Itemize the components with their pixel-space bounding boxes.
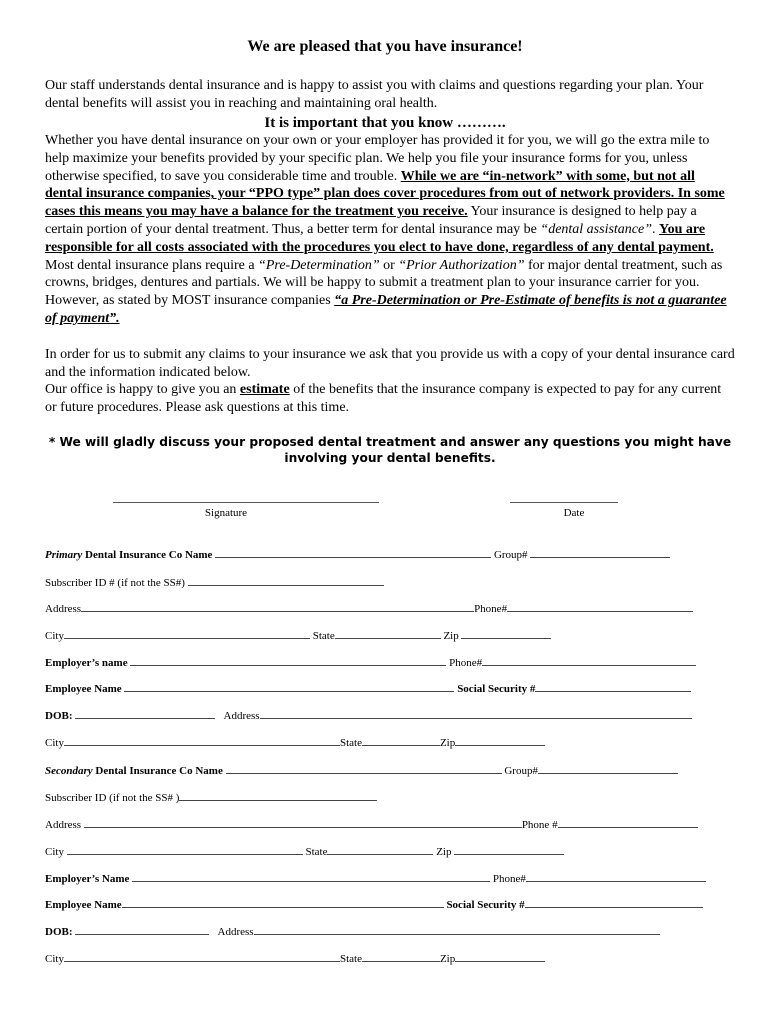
secondary-dob-label: DOB: bbox=[45, 926, 73, 938]
secondary-ssn-field[interactable] bbox=[525, 898, 703, 908]
secondary-state-field[interactable] bbox=[327, 845, 433, 855]
primary-city-row bbox=[45, 629, 551, 642]
primary-qualifier: Primary bbox=[45, 549, 83, 561]
secondary-zip-field[interactable] bbox=[454, 845, 564, 855]
secondary-employer-row bbox=[45, 872, 706, 885]
primary-employer-phone-label: Phone# bbox=[449, 657, 483, 669]
primary-ssn-field[interactable] bbox=[535, 682, 691, 692]
secondary-dob-address-field[interactable] bbox=[254, 925, 660, 935]
primary-employee-row bbox=[45, 682, 691, 695]
primary-address-row bbox=[45, 602, 693, 615]
secondary-state-label: State bbox=[305, 846, 328, 858]
primary-phone-field[interactable] bbox=[507, 602, 693, 612]
primary-employee-label: Employee Name bbox=[45, 683, 122, 695]
primary-subscriber-label: Subscriber ID # (if not the SS#) bbox=[45, 577, 185, 589]
text-span: Whether you have dental insurance on your own or your employer has provided it for you, we will go the extra mile to help maximize your benefits provided by your specific plan. We help you file your insurance forms for you, unless otherwise specified, to save you considerable time and trouble. bbox=[45, 133, 710, 184]
primary-company-field[interactable] bbox=[215, 548, 491, 558]
secondary-zip2-label: Zip bbox=[439, 953, 456, 965]
secondary-subscriber-row bbox=[45, 791, 377, 804]
primary-city-label: City bbox=[45, 630, 64, 642]
secondary-ssn-label: Social Security # bbox=[446, 899, 525, 911]
primary-subscriber-field[interactable] bbox=[188, 576, 384, 586]
secondary-zip-label: Zip bbox=[436, 846, 452, 858]
secondary-address-field[interactable] bbox=[84, 818, 522, 828]
discussion-note: * We will gladly discuss your proposed dental treatment and answer any questions you might have involving your dental benefits. bbox=[48, 435, 732, 465]
secondary-dob-field[interactable] bbox=[75, 925, 209, 935]
intro-paragraph: Our staff understands dental insurance and is happy to assist you with claims and questions regarding your plan. Your dental benefits will assist you in reaching and maintaining oral health. bbox=[45, 78, 704, 111]
primary-state2-label: State bbox=[339, 737, 362, 749]
primary-address-field[interactable] bbox=[81, 602, 474, 612]
primary-company-label: Dental Insurance Co Name bbox=[82, 549, 213, 561]
signature-line[interactable] bbox=[113, 502, 379, 503]
page-title: We are pleased that you have insurance! bbox=[247, 38, 523, 55]
primary-employer-label: Employer’s name bbox=[45, 657, 128, 669]
secondary-address-row bbox=[45, 818, 698, 831]
secondary-dob-row bbox=[45, 925, 660, 938]
secondary-employer-field[interactable] bbox=[132, 872, 490, 882]
dental-assistance-term: “dental assistance” bbox=[540, 221, 653, 237]
text-span: Most dental insurance plans require a bbox=[45, 257, 259, 273]
secondary-company-row bbox=[45, 764, 678, 777]
date-label: Date bbox=[563, 507, 585, 519]
primary-zip2-field[interactable] bbox=[455, 736, 545, 746]
paragraph-claims: In order for us to submit any claims to your insurance we ask that you provide us with a copy of your dental insurance card and the information indicated below. bbox=[45, 346, 735, 380]
primary-dob-address-field[interactable] bbox=[260, 709, 692, 719]
primary-group-field[interactable] bbox=[530, 548, 670, 558]
secondary-city2-label: City bbox=[45, 953, 64, 965]
secondary-subscriber-field[interactable] bbox=[179, 791, 377, 801]
secondary-address-label: Address bbox=[45, 819, 82, 831]
primary-employer-phone-field[interactable] bbox=[482, 656, 696, 666]
secondary-subscriber-label: Subscriber ID (if not the SS# ) bbox=[45, 792, 180, 804]
text-span: of the benefits that the insurance company is expected to pay for any current or future procedures. Please ask questions at this time. bbox=[45, 382, 722, 416]
primary-city2-field[interactable] bbox=[64, 736, 340, 746]
guarantee-disclaimer: “a Pre-Determination or Pre-Estimate of benefits is not a guarantee of payment”. bbox=[45, 293, 727, 326]
primary-state-label: State bbox=[312, 630, 335, 642]
paragraph-predetermination bbox=[45, 257, 735, 328]
primary-dob-address-label: Address bbox=[223, 710, 260, 722]
primary-zip2-label: Zip bbox=[439, 737, 456, 749]
primary-zip-field[interactable] bbox=[461, 629, 551, 639]
primary-dob-row bbox=[45, 709, 692, 722]
primary-city-field[interactable] bbox=[64, 629, 310, 639]
primary-dob-field[interactable] bbox=[75, 709, 215, 719]
secondary-city2-field[interactable] bbox=[64, 952, 340, 962]
secondary-dob-address-label: Address bbox=[217, 926, 254, 938]
secondary-zip2-field[interactable] bbox=[455, 952, 545, 962]
text-span: or bbox=[379, 257, 399, 273]
primary-ssn-label: Social Security # bbox=[457, 683, 536, 695]
secondary-employee-field[interactable] bbox=[122, 898, 444, 908]
estimate-term: estimate bbox=[239, 382, 290, 398]
pre-determination-term: “Pre-Determination” bbox=[258, 257, 380, 273]
paragraph-benefits bbox=[45, 132, 735, 257]
secondary-group-field[interactable] bbox=[538, 764, 678, 774]
primary-city2-row bbox=[45, 736, 545, 749]
text-span: for major dental treatment, such as crowns, bridges, dentures and partials. We will be happy to submit a treatment plan to your insurance carrier for you. However, as stated by MOST insurance companies bbox=[45, 257, 723, 309]
primary-dob-label: DOB: bbox=[45, 710, 73, 722]
primary-address-label: Address bbox=[45, 603, 82, 615]
secondary-phone-field[interactable] bbox=[558, 818, 698, 828]
secondary-phone-label: Phone # bbox=[521, 819, 558, 831]
primary-company-row bbox=[45, 548, 670, 561]
text-span: . bbox=[652, 221, 660, 237]
secondary-state2-field[interactable] bbox=[362, 952, 440, 962]
secondary-qualifier: Secondary bbox=[45, 765, 93, 777]
in-network-notice: While we are “in-network” with some, but not all dental insurance companies, your “PPO type” plan does cover procedures from out of network providers. In some cases this means you may have a balance for the treatment you receive. bbox=[45, 168, 725, 220]
secondary-employer-label: Employer’s Name bbox=[45, 873, 130, 885]
secondary-company-label: Dental Insurance Co Name bbox=[92, 765, 223, 777]
secondary-group-label: Group# bbox=[504, 765, 538, 777]
text-span: Our office is happy to give you an bbox=[45, 382, 240, 398]
primary-city2-label: City bbox=[45, 737, 64, 749]
primary-employer-field[interactable] bbox=[130, 656, 446, 666]
secondary-city2-row bbox=[45, 952, 545, 965]
paragraph-estimate bbox=[45, 381, 735, 417]
primary-state-field[interactable] bbox=[335, 629, 441, 639]
prior-authorization-term: “Prior Authorization” bbox=[398, 257, 525, 273]
secondary-employer-phone-field[interactable] bbox=[526, 872, 706, 882]
date-line[interactable] bbox=[510, 502, 618, 503]
secondary-employer-phone-label: Phone# bbox=[492, 873, 526, 885]
secondary-city-label: City bbox=[45, 846, 64, 858]
primary-employee-field[interactable] bbox=[124, 682, 454, 692]
primary-employer-row bbox=[45, 656, 696, 669]
secondary-city-field[interactable] bbox=[67, 845, 303, 855]
secondary-employee-label: Employee Name bbox=[45, 899, 122, 911]
secondary-employee-row bbox=[45, 898, 703, 911]
secondary-company-field[interactable] bbox=[226, 764, 502, 774]
primary-zip-label: Zip bbox=[443, 630, 459, 642]
secondary-city-row bbox=[45, 845, 564, 858]
secondary-state2-label: State bbox=[339, 953, 362, 965]
responsibility-notice: You are responsible for all costs associated with the procedures you elect to have done, regardless of any dental payment. bbox=[45, 221, 714, 255]
primary-group-label: Group# bbox=[493, 549, 528, 561]
insurance-explanation bbox=[45, 132, 735, 417]
primary-state2-field[interactable] bbox=[362, 736, 440, 746]
signature-label: Signature bbox=[204, 507, 248, 519]
text-span: Your insurance is designed to help pay a certain portion of your dental treatment. Thus, a better term for dental insurance may be bbox=[45, 204, 697, 237]
primary-phone-label: Phone# bbox=[474, 603, 508, 615]
section-subheading: It is important that you know ………. bbox=[264, 115, 506, 131]
primary-subscriber-row bbox=[45, 576, 384, 589]
